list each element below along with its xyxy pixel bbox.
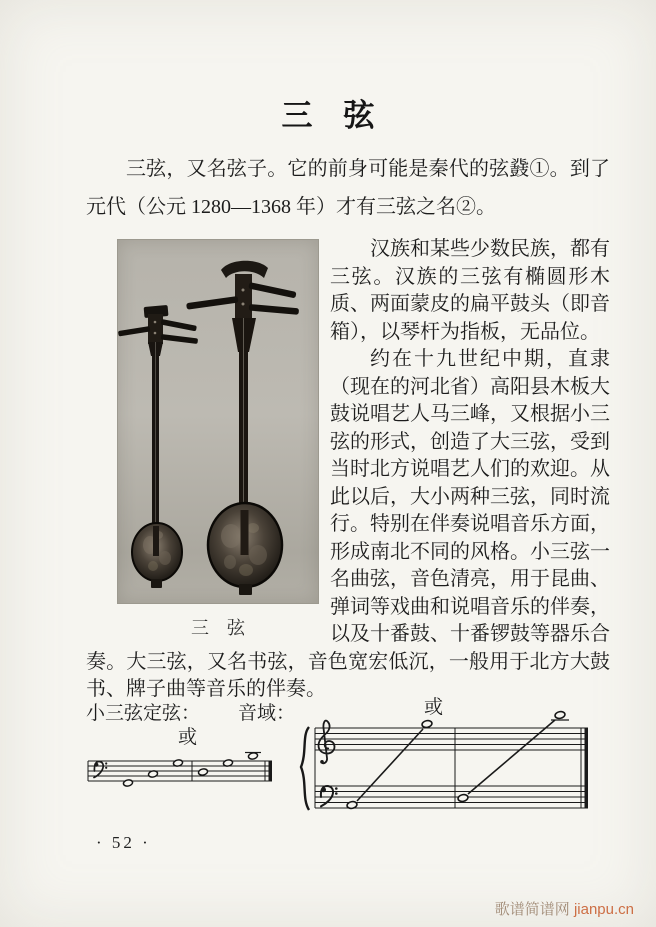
sanxian-photo	[118, 240, 318, 603]
range-measure-2	[457, 711, 569, 803]
watermark	[495, 898, 634, 919]
large-sanxian	[186, 261, 299, 595]
treble-clef-icon	[319, 721, 335, 764]
or-label-tuning: 或	[178, 727, 198, 748]
instrument-photo-block	[118, 240, 318, 643]
body-paragraph-2: 约在十九世纪中期，直隶（现在的河北省）高阳县木板大鼓说唱艺人马三峰，又根据小三弦的形式，创造了大三弦，受到当时北方说唱艺人们的欢迎。从此以后，大小两种三弦，同时流行。特别在伴奏说唱音乐方面，形成南北不同的风格。小三弦一名曲弦，音色清亮，用于昆曲、弹词等戏曲和说唱音乐的伴奏，以及十番鼓、十番锣鼓等器乐合奏。大三弦，又名书弦，音色宽宏低沉，一般用于北方大鼓书、牌子曲等音乐的伴奏。	[86, 348, 610, 700]
range-line	[468, 720, 555, 794]
notation-section	[86, 692, 626, 852]
range-line	[357, 729, 423, 801]
page-number: · 52 ·	[96, 833, 151, 852]
bass-clef-icon	[321, 786, 338, 806]
intro-paragraph: 三弦，又名弦子。它的前身可能是秦代的弦鼗①。到了元代（公元 1280—1368 年）才有三弦之名②。	[86, 158, 610, 218]
sanxian-photo-illustration	[118, 240, 318, 603]
body-paragraph-1: 汉族和某些少数民族，都有三弦。汉族的三弦有椭圆形木质、两面蒙皮的扁平鼓头（即音箱），以琴杆为指板，无品位。	[330, 238, 610, 343]
final-barline	[585, 728, 589, 808]
small-sanxian	[118, 305, 198, 588]
range-label: 音域：	[238, 703, 296, 724]
watermark-site-name: 歌谱简谱网	[494, 901, 570, 918]
final-barline	[269, 761, 273, 781]
watermark-site-domain: jianpu.cn	[573, 901, 634, 918]
page-content	[86, 150, 610, 704]
range-staff-notation	[298, 700, 598, 818]
brace-icon	[301, 727, 309, 810]
photo-caption: 三 弦	[191, 618, 245, 638]
tuning-label: 小三弦定弦：	[86, 703, 201, 724]
bass-clef-icon	[94, 762, 107, 778]
page-title: 三 弦	[281, 98, 375, 133]
or-label-range: 或	[424, 697, 444, 718]
tuning-staff-notation	[86, 750, 281, 800]
